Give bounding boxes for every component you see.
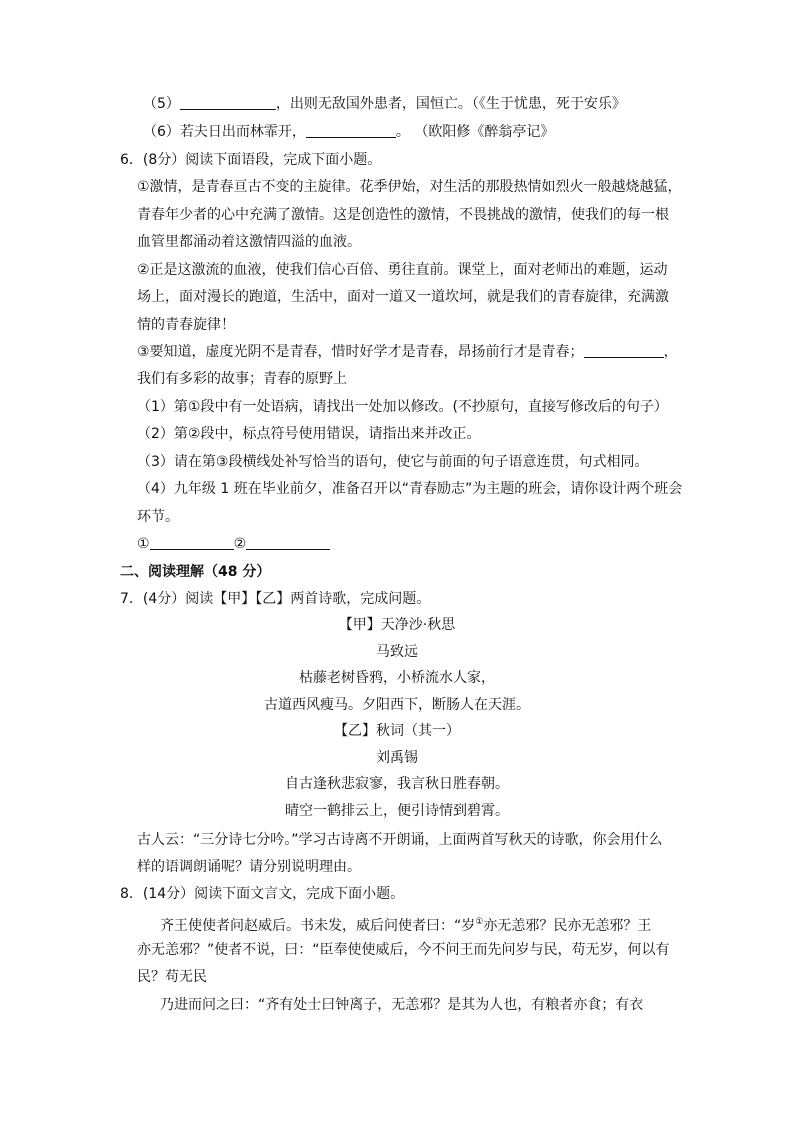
item-text: ，出则无敌国外患者，国恒亡。（《生于忧患，死于安乐》 bbox=[275, 96, 626, 112]
sub-question-3: （3）请在第③段横线处补写恰当的语句，使它与前面的句子语意连贯，句式相同。 bbox=[137, 454, 649, 470]
poem-1-line-1: 枯藤老树昏鸦，小桥流水人家， bbox=[299, 670, 495, 686]
answer-blank-1[interactable] bbox=[150, 535, 234, 550]
item-source: 。 （欧阳修《醉翁亭记》 bbox=[395, 124, 555, 140]
section-2-title: 二、阅读理解（48 分） bbox=[120, 564, 271, 580]
classical-text-line-2: 亦无恙邪？”使者不说，曰：“臣奉使使威后，今不问王而先问岁与民，苟无岁，何以有 bbox=[137, 942, 670, 958]
question-6-header: 6．(8分）阅读下面语段，完成下面小题。 bbox=[120, 152, 382, 168]
paragraph-3-text: ③要知道，虚度光阴不是青春，惜时好学才是青春，昂扬前行才是青春； bbox=[137, 344, 584, 360]
poem-2-title: 【乙】秋词（其一） bbox=[334, 723, 460, 739]
answer-mark-1: ① bbox=[137, 536, 150, 552]
classical-text-line-4: 乃进而问之曰：“齐有处士曰钟离子，无恙邪？是其为人也，有粮者亦食；有衣 bbox=[160, 997, 644, 1013]
sub-question-1: （1）第①段中有一处语病，请找出一处加以修改。(不抄原句，直接写修改后的句子） bbox=[137, 399, 668, 415]
poem-1-line-2: 古道西风瘦马。夕阳西下，断肠人在天涯。 bbox=[264, 697, 530, 713]
poem-1-author: 马致远 bbox=[376, 644, 418, 660]
paragraph-2-line-1: ②正是这激流的血液，使我们信心百倍、勇往直前。课堂上，面对老师出的难题，运动 bbox=[137, 262, 668, 278]
answer-blank-2[interactable] bbox=[246, 535, 330, 550]
classical-text-line-1 bbox=[160, 912, 651, 936]
sub-question-4-line-1: （4）九年级 1 班在毕业前夕，准备召开以“青春励志”为主题的班会，请你设计两个班会 bbox=[137, 481, 683, 497]
paragraph-3-line-1 bbox=[137, 342, 678, 362]
paragraph-1-line-2: 青春年少者的心中充满了激情。这是创造性的激情，不畏挑战的激情，使我们的每一根 bbox=[137, 207, 669, 223]
paragraph-2-line-2: 场上，面对漫长的跑道，生活中，面对一道又一道坎坷，就是我们的青春旋律，充满激 bbox=[137, 289, 669, 305]
answer-line bbox=[137, 534, 330, 554]
answer-blank[interactable] bbox=[306, 123, 396, 138]
fill-item-5 bbox=[143, 94, 626, 114]
fill-item-6 bbox=[143, 122, 554, 142]
paragraph-1-line-3: 血管里都涌动着这激情四溢的血液。 bbox=[137, 234, 361, 250]
poem-2-line-1: 自古逢秋悲寂寥，我言秋日胜春朝。 bbox=[285, 776, 509, 792]
paragraph-1-line-1: ①激情，是青春亘古不变的主旋律。花季伊始，对生活的那股热情如烈火一般越烧越猛， bbox=[137, 179, 682, 195]
poem-2-line-2: 晴空一鹤排云上，便引诗情到碧霄。 bbox=[285, 803, 509, 819]
paragraph-2-line-3: 情的青春旋律！ bbox=[137, 317, 235, 333]
paragraph-3-line-2: 我们有多彩的故事；青春的原野上 bbox=[137, 371, 347, 387]
item-number: （5） bbox=[143, 96, 180, 112]
footnote-marker: ① bbox=[475, 917, 484, 927]
classical-text: 齐王使使者问赵威后。书未发，威后问使者曰：“岁 bbox=[160, 918, 476, 934]
question-7-header: 7．(4分）阅读【甲】【乙】两首诗歌，完成问题。 bbox=[120, 591, 431, 607]
question-7-text-line-1: 古人云：“三分诗七分吟。”学习古诗离不开朗诵，上面两首写秋天的诗歌，你会用什么 bbox=[137, 832, 663, 848]
answer-blank[interactable] bbox=[584, 343, 664, 358]
classical-text: 亦无恙邪？民亦无恙邪？王 bbox=[483, 918, 652, 934]
sub-question-4-line-2: 环节。 bbox=[137, 509, 179, 525]
sub-question-2: （2）第②段中，标点符号使用错误，请指出来并改正。 bbox=[137, 426, 481, 442]
poem-1-title: 【甲】天净沙·秋思 bbox=[338, 617, 456, 633]
question-8-header: 8．(14分）阅读下面文言文，完成下面小题。 bbox=[120, 886, 405, 902]
answer-mark-2: ② bbox=[233, 536, 247, 552]
poem-2-author: 刘禹锡 bbox=[376, 750, 418, 766]
paragraph-3-comma: ， bbox=[663, 344, 678, 360]
classical-text-line-3: 民？苟无民 bbox=[137, 969, 207, 985]
question-7-text-line-2: 样的语调朗诵呢？请分别说明理由。 bbox=[137, 859, 361, 875]
item-text: （6）若夫日出而林霏开， bbox=[143, 124, 306, 140]
answer-blank[interactable] bbox=[180, 95, 276, 110]
